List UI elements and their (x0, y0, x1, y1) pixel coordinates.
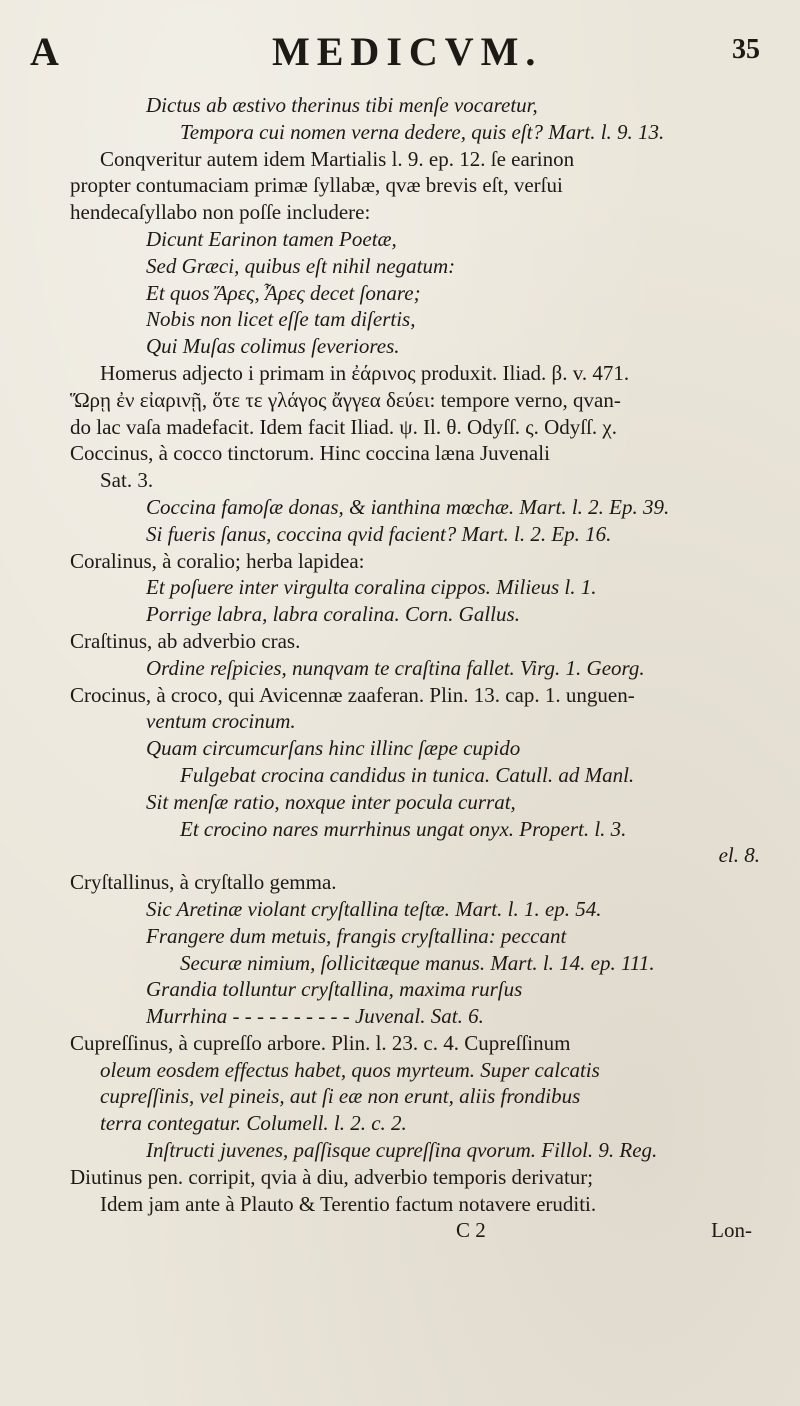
text-line: Qui Muſas colimus ſeveriores. (146, 334, 400, 359)
text-line: Ordine reſpicies, nunqvam te craſtina fallet. Virg. 1. Georg. (146, 655, 645, 680)
text-line: Craſtinus, ab adverbio cras. (70, 628, 301, 653)
text-line: Coccinus, à cocco tinctorum. Hinc coccina læna Juvenali (70, 441, 550, 466)
page-number: 35 (732, 34, 760, 65)
text-line: Cupreſſinus, à cupreſſo arbore. Plin. l. 23. c. 4. Cupreſſinum (70, 1030, 571, 1055)
header-section-letter: A (30, 29, 59, 74)
text-line: do lac vaſa madefacit. Idem facit Iliad. ψ. Il. θ. Odyſſ. ς. Odyſſ. χ. (70, 414, 618, 439)
text-line: Et quos Ἄρες, Ἆρες decet ſonare; (146, 280, 421, 305)
text-line: Frangere dum metuis, frangis cryſtallina: peccant (146, 923, 567, 948)
text-line: Porrige labra, labra coralina. Corn. Gallus. (146, 602, 520, 627)
text-line: Grandia tolluntur cryſtallina, maxima rurſus (146, 977, 523, 1002)
text-line: cupreſſinis, vel pineis, aut ſi eæ non erunt, aliis frondibus (100, 1084, 581, 1109)
text-body (56, 92, 768, 1372)
page-footer (56, 1217, 768, 1244)
text-line: Murrhina - - - - - - - - - - Juvenal. Sat. 6. (146, 1004, 484, 1029)
text-line: Sat. 3. (100, 468, 154, 493)
text-line: propter contumaciam primæ ſyllabæ, qvæ brevis eſt, verſui (70, 173, 563, 198)
text-line: Coralinus, à coralio; herba lapidea: (70, 548, 365, 573)
text-line: Sic Aretinæ violant cryſtallina teſtæ. Mart. l. 1. ep. 54. (146, 896, 602, 921)
text-line: Si fueris ſanus, coccina qvid facient? Mart. l. 2. Ep. 16. (146, 521, 612, 546)
text-line: ventum crocinum. (146, 709, 296, 734)
running-header (0, 20, 800, 80)
text-line: Coccina famoſæ donas, & ianthina mœchæ. Mart. l. 2. Ep. 39. (146, 494, 670, 519)
text-line: hendecaſyllabo non poſſe includere: (70, 200, 371, 225)
text-line: Quam circumcurſans hinc illinc ſæpe cupido (146, 736, 521, 761)
page-title: MEDICVM. (272, 29, 543, 74)
text-line: Crocinus, à croco, qui Avicennæ zaaferan. Plin. 13. cap. 1. unguen- (70, 682, 635, 707)
text-line: Conqveritur autem idem Martialis l. 9. ep. 12. ſe earinon (100, 146, 575, 171)
text-line: Nobis non licet eſſe tam diſertis, (146, 307, 416, 332)
text-line: Sed Græci, quibus eſt nihil negatum: (146, 253, 456, 278)
signature-mark: C 2 (456, 1218, 486, 1243)
catchword: Lon- (711, 1218, 752, 1243)
text-line: Inſtructi juvenes, paſſisque cupreſſina qvorum. Fillol. 9. Reg. (146, 1138, 658, 1163)
text-line: Dictus ab æstivo therinus tibi menſe vocaretur, (146, 93, 538, 117)
text-line (56, 842, 768, 869)
text-line: Diutinus pen. corripit, qvia à diu, adverbio temporis derivatur; (70, 1164, 594, 1189)
text-line: Tempora cui nomen verna dedere, quis eſt? Mart. l. 9. 13. (180, 119, 665, 144)
text-line: Securæ nimium, ſollicitæque manus. Mart. l. 14. ep. 111. (180, 950, 655, 975)
text-line: terra contegatur. Columell. l. 2. c. 2. (100, 1111, 407, 1136)
text-line: Et crocino nares murrhinus ungat onyx. Propert. l. 3. (180, 816, 627, 841)
text-line: Ὥρῃ ἐν εἰαρινῇ, ὅτε τε γλάγος ἄγγεα δεύει: tempore verno, qvan- (70, 387, 621, 412)
text-line: Cryſtallinus, à cryſtallo gemma. (70, 870, 337, 895)
text-line: Et poſuere inter virgulta coralina cippos. Milieus l. 1. (146, 575, 597, 600)
text-line: Homerus adjecto i primam in ἐάρινος produxit. Iliad. β. v. 471. (100, 360, 630, 385)
text-line: Sit menſæ ratio, noxque inter pocula currat, (146, 789, 516, 814)
text-line: Dicunt Earinon tamen Poetæ, (146, 226, 397, 251)
line-reference: el. 8. (718, 843, 760, 868)
text-line: Idem jam ante à Plauto & Terentio factum notavere eruditi. (100, 1191, 597, 1216)
text-line: oleum eosdem effectus habet, quos myrteum. Super calcatis (100, 1057, 600, 1082)
text-line: Fulgebat crocina candidus in tunica. Catull. ad Manl. (180, 762, 635, 787)
